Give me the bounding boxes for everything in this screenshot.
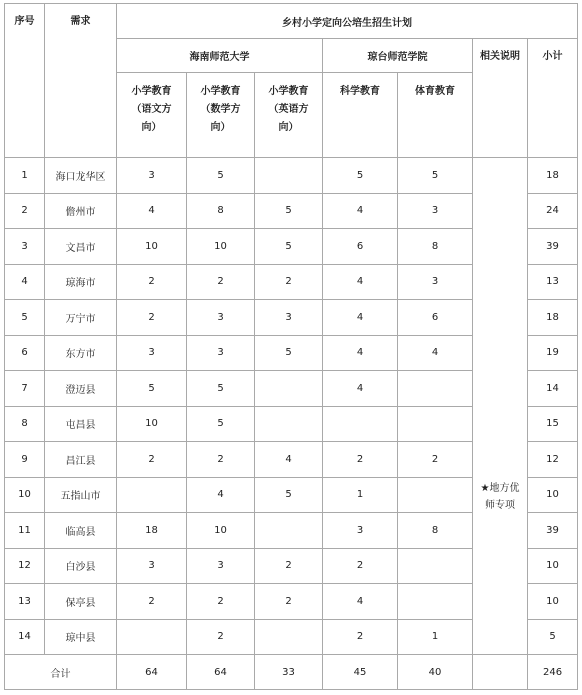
row-value: 5: [255, 477, 323, 513]
total-row: [5, 655, 578, 690]
row-seq: 2: [5, 193, 45, 229]
row-region: 五指山市: [45, 477, 117, 513]
row-seq: 13: [5, 584, 45, 620]
row-region: 万宁市: [45, 300, 117, 336]
header-university-hainan: 海南师范大学: [117, 39, 323, 73]
row-region: 白沙县: [45, 548, 117, 584]
row-region: 屯昌县: [45, 406, 117, 442]
row-value: 2: [255, 264, 323, 300]
row-value: 2: [187, 619, 255, 655]
row-value: 8: [398, 229, 473, 265]
row-subtotal: 13: [528, 264, 578, 300]
row-subtotal: 5: [528, 619, 578, 655]
row-subtotal: 14: [528, 371, 578, 407]
row-value: 10: [117, 229, 187, 265]
row-value: 2: [255, 548, 323, 584]
row-subtotal: 10: [528, 477, 578, 513]
row-value: 10: [187, 229, 255, 265]
header-university-qiongtai: 琼台师范学院: [323, 39, 473, 73]
total-value: 45: [323, 655, 398, 690]
row-value: 2: [117, 264, 187, 300]
row-value: 5: [187, 406, 255, 442]
row-value: 4: [398, 335, 473, 371]
row-value: 4: [323, 371, 398, 407]
row-subtotal: 15: [528, 406, 578, 442]
total-value: 33: [255, 655, 323, 690]
row-value: 10: [187, 513, 255, 549]
header-subject-english: 小学教育 （英语方 向）: [255, 73, 323, 158]
row-region: 保亭县: [45, 584, 117, 620]
row-value: [255, 371, 323, 407]
row-value: 8: [187, 193, 255, 229]
row-value: 1: [323, 477, 398, 513]
row-seq: 8: [5, 406, 45, 442]
row-value: 4: [323, 264, 398, 300]
row-seq: 5: [5, 300, 45, 336]
row-value: 5: [187, 158, 255, 194]
row-subtotal: 10: [528, 548, 578, 584]
row-value: 3: [117, 158, 187, 194]
row-value: 5: [255, 335, 323, 371]
row-value: 1: [398, 619, 473, 655]
header-seq: 序号: [5, 4, 45, 158]
row-subtotal: 19: [528, 335, 578, 371]
row-value: 5: [255, 229, 323, 265]
row-value: 2: [323, 442, 398, 478]
row-value: 4: [255, 442, 323, 478]
row-value: 3: [187, 335, 255, 371]
total-label: 合计: [5, 655, 117, 690]
row-value: 2: [117, 442, 187, 478]
row-value: 4: [323, 193, 398, 229]
total-notes-cell: [473, 655, 528, 690]
row-value: 3: [398, 193, 473, 229]
row-value: [323, 406, 398, 442]
row-value: 6: [398, 300, 473, 336]
total-value: 40: [398, 655, 473, 690]
notes-cell: [473, 158, 528, 655]
row-value: [398, 371, 473, 407]
row-value: [255, 513, 323, 549]
row-value: 4: [323, 300, 398, 336]
header-demand: 需求: [45, 4, 117, 158]
row-value: 3: [117, 335, 187, 371]
row-value: 2: [117, 584, 187, 620]
row-value: 2: [187, 442, 255, 478]
row-region: 儋州市: [45, 193, 117, 229]
row-region: 昌江县: [45, 442, 117, 478]
row-value: 5: [187, 371, 255, 407]
row-value: 4: [117, 193, 187, 229]
row-seq: 11: [5, 513, 45, 549]
header-plan-title: 乡村小学定向公培生招生计划: [117, 4, 578, 39]
row-subtotal: 18: [528, 158, 578, 194]
row-value: 2: [187, 264, 255, 300]
row-value: 3: [323, 513, 398, 549]
row-value: 4: [323, 584, 398, 620]
header-notes: 相关说明: [473, 39, 528, 158]
total-value: 64: [187, 655, 255, 690]
row-value: [117, 477, 187, 513]
row-value: [398, 406, 473, 442]
row-subtotal: 12: [528, 442, 578, 478]
row-seq: 7: [5, 371, 45, 407]
row-value: 4: [323, 335, 398, 371]
row-value: 2: [187, 584, 255, 620]
row-seq: 14: [5, 619, 45, 655]
row-region: 琼海市: [45, 264, 117, 300]
row-region: 澄迈县: [45, 371, 117, 407]
header-subject-chinese: 小学教育 （语文方 向）: [117, 73, 187, 158]
row-value: 4: [187, 477, 255, 513]
row-value: 3: [255, 300, 323, 336]
row-value: 2: [398, 442, 473, 478]
row-value: [255, 619, 323, 655]
row-subtotal: 24: [528, 193, 578, 229]
row-value: 3: [398, 264, 473, 300]
row-value: [398, 477, 473, 513]
row-value: 10: [117, 406, 187, 442]
header-subject-pe: 体育教育: [398, 73, 473, 158]
row-value: [255, 406, 323, 442]
row-seq: 9: [5, 442, 45, 478]
row-region: 临高县: [45, 513, 117, 549]
row-value: 5: [117, 371, 187, 407]
enrollment-plan-table: [4, 3, 578, 690]
row-region: 东方市: [45, 335, 117, 371]
row-value: 2: [117, 300, 187, 336]
row-value: 3: [117, 548, 187, 584]
row-seq: 12: [5, 548, 45, 584]
row-subtotal: 39: [528, 513, 578, 549]
row-subtotal: 39: [528, 229, 578, 265]
total-subtotal: 246: [528, 655, 578, 690]
row-value: 5: [398, 158, 473, 194]
row-value: 5: [323, 158, 398, 194]
row-value: 2: [323, 548, 398, 584]
row-value: 18: [117, 513, 187, 549]
row-value: [398, 584, 473, 620]
row-region: 海口龙华区: [45, 158, 117, 194]
header-subtotal: 小计: [528, 39, 578, 158]
row-value: [117, 619, 187, 655]
row-subtotal: 10: [528, 584, 578, 620]
row-value: [398, 548, 473, 584]
row-value: 3: [187, 300, 255, 336]
row-region: 琼中县: [45, 619, 117, 655]
row-value: 2: [323, 619, 398, 655]
header-subject-science: 科学教育: [323, 73, 398, 158]
row-seq: 3: [5, 229, 45, 265]
row-seq: 6: [5, 335, 45, 371]
row-seq: 10: [5, 477, 45, 513]
row-seq: 1: [5, 158, 45, 194]
notes-text-line: ★地方优: [480, 483, 520, 494]
header-subject-math: 小学教育 （数学方 向）: [187, 73, 255, 158]
notes-text-line: 师专项: [485, 500, 515, 511]
row-region: 文昌市: [45, 229, 117, 265]
row-value: 8: [398, 513, 473, 549]
row-value: [255, 158, 323, 194]
row-value: 6: [323, 229, 398, 265]
total-value: 64: [117, 655, 187, 690]
row-subtotal: 18: [528, 300, 578, 336]
table-row: [5, 158, 578, 194]
row-value: 3: [187, 548, 255, 584]
row-seq: 4: [5, 264, 45, 300]
row-value: 2: [255, 584, 323, 620]
row-value: 5: [255, 193, 323, 229]
